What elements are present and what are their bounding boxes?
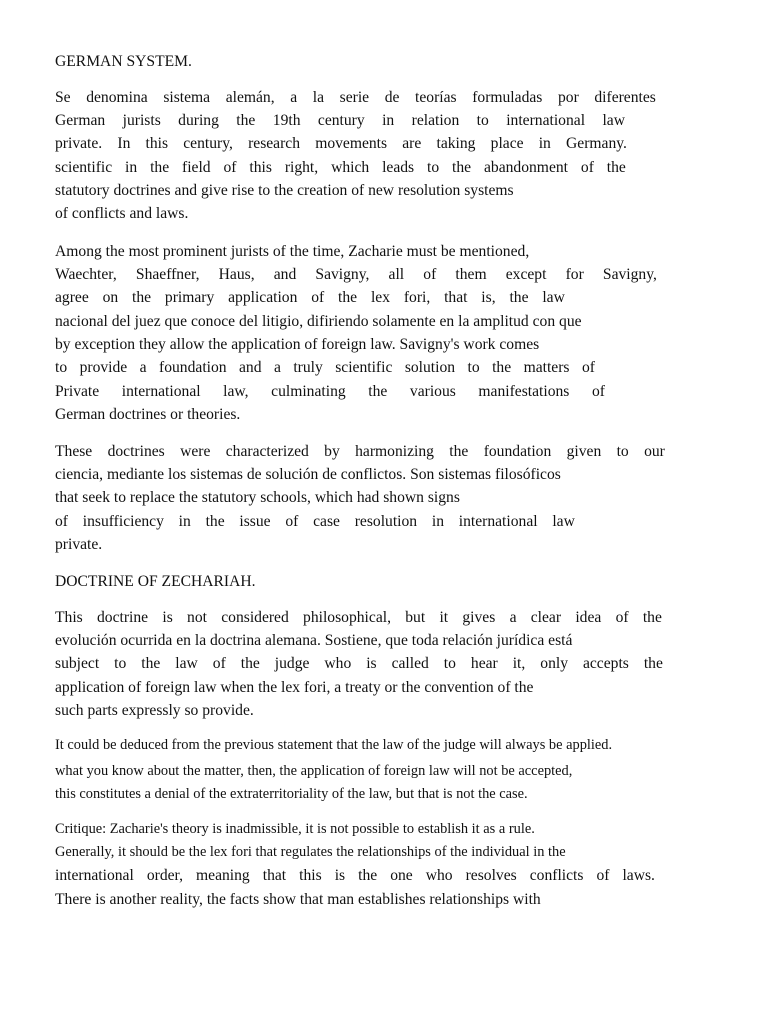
text-line: statutory doctrines and give rise to the creation of new resolution systems <box>55 182 514 199</box>
text-line: subject to the law of the judge who is called to hear it, only accepts the <box>55 655 663 672</box>
text-line: of insufficiency in the issue of case resolution in international law <box>55 513 575 530</box>
text-line: German jurists during the 19th century in relation to international law <box>55 112 625 129</box>
text-line: Critique: Zacharie's theory is inadmissible, it is not possible to establish it as a rule. <box>55 821 535 837</box>
text-line: that seek to replace the statutory schools, which had shown signs <box>55 489 460 506</box>
text-line: Generally, it should be the lex fori that regulates the relationships of the individual in the <box>55 844 566 860</box>
text-line: agree on the primary application of the lex fori, that is, the law <box>55 289 565 306</box>
text-line: such parts expressly so provide. <box>55 702 254 719</box>
text-line: scientific in the field of this right, which leads to the abandonment of the <box>55 159 626 176</box>
text-line: of conflicts and laws. <box>55 205 189 222</box>
text-line: This doctrine is not considered philosophical, but it gives a clear idea of the <box>55 609 662 626</box>
heading-text: DOCTRINE OF ZECHARIAH. <box>55 573 256 590</box>
text-line: Among the most prominent jurists of the time, Zacharie must be mentioned, <box>55 243 530 260</box>
heading-text: GERMAN SYSTEM. <box>55 53 192 70</box>
text-line: German doctrines or theories. <box>55 406 241 423</box>
text-line: this constitutes a denial of the extraterritoriality of the law, but that is not the case. <box>55 786 528 802</box>
text-line: ciencia, mediante los sistemas de solución de conflictos. Son sistemas filosóficos <box>55 466 561 483</box>
text-line: nacional del juez que conoce del litigio, difiriendo solamente en la amplitud con que <box>55 313 582 330</box>
text-line: It could be deduced from the previous statement that the law of the judge will always be applied. <box>55 737 613 753</box>
text-line: what you know about the matter, then, the application of foreign law will not be accepted, <box>55 763 573 779</box>
text-line: Waechter, Shaeffner, Haus, and Savigny, all of them except for Savigny, <box>55 266 657 283</box>
text-line: There is another reality, the facts show that man establishes relationships with <box>55 891 541 908</box>
text-line: international order, meaning that this is the one who resolves conflicts of laws. <box>55 867 655 884</box>
text-line: evolución ocurrida en la doctrina alemana. Sostiene, que toda relación jurídica está <box>55 632 573 649</box>
text-line: Private international law, culminating the various manifestations of <box>55 383 605 400</box>
text-line: application of foreign law when the lex fori, a treaty or the convention of the <box>55 679 534 696</box>
text-line: private. In this century, research movements are taking place in Germany. <box>55 135 627 152</box>
text-line: to provide a foundation and a truly scientific solution to the matters of <box>55 359 595 376</box>
text-line: private. <box>55 536 103 553</box>
text-line: These doctrines were characterized by harmonizing the foundation given to our <box>55 443 665 460</box>
text-line: by exception they allow the application of foreign law. Savigny's work comes <box>55 336 540 353</box>
text-line: Se denomina sistema alemán, a la serie de teorías formuladas por diferentes <box>55 89 656 106</box>
